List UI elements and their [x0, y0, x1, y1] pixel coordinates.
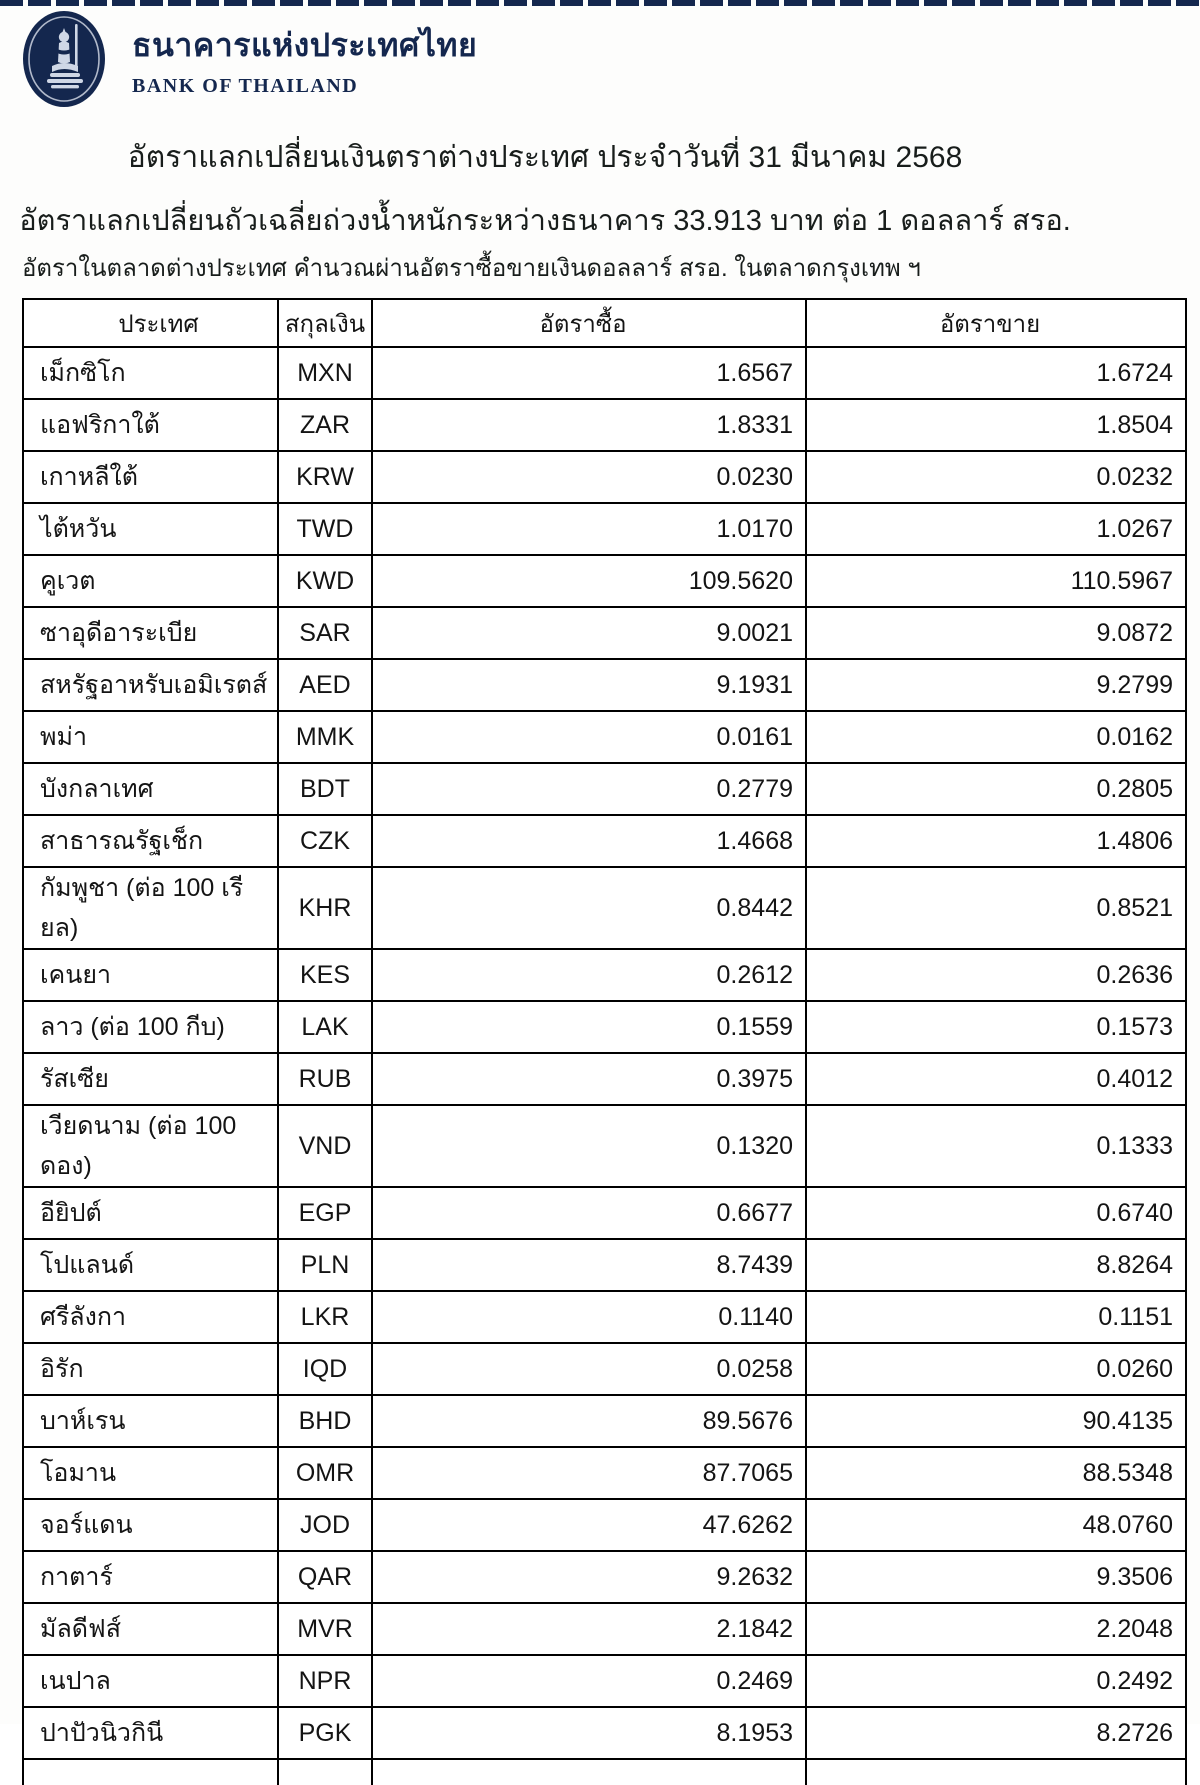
country-cell: โปแลนด์ — [23, 1239, 278, 1291]
page-subtitle: อัตราแลกเปลี่ยนถัวเฉลี่ยถ่วงน้ำหนักระหว่างธนาคาร 33.913 บาท ต่อ 1 ดอลลาร์ สรอ. — [19, 205, 1071, 237]
country-cell: เวียดนาม (ต่อ 100 ดอง) — [23, 1105, 278, 1187]
table-row-partial — [23, 1759, 1186, 1785]
sell-rate-cell: 0.0162 — [806, 711, 1186, 763]
currency-cell: VND — [278, 1105, 372, 1187]
buy-rate-cell: 0.6677 — [372, 1187, 806, 1239]
sell-rate-cell: 0.2805 — [806, 763, 1186, 815]
table-row — [23, 1447, 1186, 1499]
table-row — [23, 1551, 1186, 1603]
sell-rate-cell: 110.5967 — [806, 555, 1186, 607]
sell-rate-cell: 1.8504 — [806, 399, 1186, 451]
table-row — [23, 451, 1186, 503]
currency-cell: JOD — [278, 1499, 372, 1551]
exchange-rates-table — [22, 298, 1187, 1785]
buy-rate-cell: 0.1559 — [372, 1001, 806, 1053]
sell-rate-cell: 0.2492 — [806, 1655, 1186, 1707]
title-block — [0, 134, 1090, 243]
buy-rate-cell: 1.0170 — [372, 503, 806, 555]
table-row — [23, 711, 1186, 763]
sell-rate-cell: 0.1151 — [806, 1291, 1186, 1343]
country-cell: เม็กซิโก — [23, 347, 278, 399]
sell-rate-cell: 9.0872 — [806, 607, 1186, 659]
sell-rate-cell: 0.0260 — [806, 1343, 1186, 1395]
table-row — [23, 1187, 1186, 1239]
table-row — [23, 763, 1186, 815]
buy-rate-cell: 0.1140 — [372, 1291, 806, 1343]
table-row — [23, 1707, 1186, 1759]
country-cell — [23, 1759, 278, 1785]
country-cell: สาธารณรัฐเช็ก — [23, 815, 278, 867]
buy-rate-cell: 1.6567 — [372, 347, 806, 399]
buy-rate-cell: 0.1320 — [372, 1105, 806, 1187]
table-row — [23, 1655, 1186, 1707]
country-cell: แอฟริกาใต้ — [23, 399, 278, 451]
bank-name-english: BANK OF THAILAND — [132, 75, 359, 97]
table-row — [23, 1053, 1186, 1105]
country-cell: โอมาน — [23, 1447, 278, 1499]
bank-name-thai: ธนาคารแห่งประเทศไทย — [132, 27, 478, 63]
table-row — [23, 1105, 1186, 1187]
currency-cell: TWD — [278, 503, 372, 555]
currency-cell: KES — [278, 949, 372, 1001]
page-title: อัตราแลกเปลี่ยนเงินตราต่างประเทศ ประจำวันที่ 31 มีนาคม 2568 — [127, 141, 963, 174]
buy-rate-cell: 8.7439 — [372, 1239, 806, 1291]
table-row — [23, 1001, 1186, 1053]
sell-rate-cell: 8.8264 — [806, 1239, 1186, 1291]
country-cell: เกาหลีใต้ — [23, 451, 278, 503]
country-cell: จอร์แดน — [23, 1499, 278, 1551]
country-cell: กาตาร์ — [23, 1551, 278, 1603]
decorative-top-border — [0, 0, 1200, 6]
country-cell: ลาว (ต่อ 100 กีบ) — [23, 1001, 278, 1053]
table-row — [23, 607, 1186, 659]
currency-cell: NPR — [278, 1655, 372, 1707]
bank-of-thailand-logo — [22, 10, 106, 108]
currency-cell: AED — [278, 659, 372, 711]
table-row — [23, 1499, 1186, 1551]
sell-rate-cell: 0.6740 — [806, 1187, 1186, 1239]
sell-rate-cell — [806, 1759, 1186, 1785]
table-row — [23, 949, 1186, 1001]
currency-cell: PLN — [278, 1239, 372, 1291]
currency-cell: IQD — [278, 1343, 372, 1395]
country-cell: บังกลาเทศ — [23, 763, 278, 815]
currency-cell: QAR — [278, 1551, 372, 1603]
sell-rate-cell: 0.1573 — [806, 1001, 1186, 1053]
currency-cell: MMK — [278, 711, 372, 763]
country-cell: รัสเซีย — [23, 1053, 278, 1105]
country-cell: เนปาล — [23, 1655, 278, 1707]
column-header-currency: สกุลเงิน — [278, 299, 372, 347]
sell-rate-cell: 1.6724 — [806, 347, 1186, 399]
table-row — [23, 555, 1186, 607]
buy-rate-cell: 8.1953 — [372, 1707, 806, 1759]
currency-cell: ZAR — [278, 399, 372, 451]
table-row — [23, 1291, 1186, 1343]
country-cell: อียิปต์ — [23, 1187, 278, 1239]
buy-rate-cell: 9.2632 — [372, 1551, 806, 1603]
currency-cell: SAR — [278, 607, 372, 659]
table-row — [23, 503, 1186, 555]
sell-rate-cell: 48.0760 — [806, 1499, 1186, 1551]
header-row — [23, 299, 1186, 347]
currency-cell: BDT — [278, 763, 372, 815]
country-cell: ซาอุดีอาระเบีย — [23, 607, 278, 659]
table-row — [23, 659, 1186, 711]
country-cell: อิรัก — [23, 1343, 278, 1395]
buy-rate-cell: 87.7065 — [372, 1447, 806, 1499]
column-header-country: ประเทศ — [23, 299, 278, 347]
market-note: อัตราในตลาดต่างประเทศ คำนวณผ่านอัตราซื้อขายเงินดอลลาร์ สรอ. ในตลาดกรุงเทพ ฯ — [22, 255, 921, 282]
sell-rate-cell: 2.2048 — [806, 1603, 1186, 1655]
buy-rate-cell: 0.3975 — [372, 1053, 806, 1105]
sell-rate-cell: 1.4806 — [806, 815, 1186, 867]
sell-rate-cell: 0.2636 — [806, 949, 1186, 1001]
sell-rate-cell: 9.3506 — [806, 1551, 1186, 1603]
column-header-sell-rate: อัตราขาย — [806, 299, 1186, 347]
buy-rate-cell: 1.4668 — [372, 815, 806, 867]
sell-rate-cell: 1.0267 — [806, 503, 1186, 555]
buy-rate-cell: 2.1842 — [372, 1603, 806, 1655]
country-cell: มัลดีฟส์ — [23, 1603, 278, 1655]
sell-rate-cell: 0.4012 — [806, 1053, 1186, 1105]
currency-cell: LAK — [278, 1001, 372, 1053]
table-row — [23, 1395, 1186, 1447]
buy-rate-cell — [372, 1759, 806, 1785]
sell-rate-cell: 88.5348 — [806, 1447, 1186, 1499]
currency-cell: KWD — [278, 555, 372, 607]
sell-rate-cell: 90.4135 — [806, 1395, 1186, 1447]
buy-rate-cell: 0.2779 — [372, 763, 806, 815]
buy-rate-cell: 0.8442 — [372, 867, 806, 949]
bank-name-block — [132, 20, 477, 98]
column-header-buy-rate: อัตราซื้อ — [372, 299, 806, 347]
buy-rate-cell: 0.0230 — [372, 451, 806, 503]
currency-cell — [278, 1759, 372, 1785]
table-row — [23, 1343, 1186, 1395]
buy-rate-cell: 1.8331 — [372, 399, 806, 451]
country-cell: ไต้หวัน — [23, 503, 278, 555]
buy-rate-cell: 0.2469 — [372, 1655, 806, 1707]
table-partial-row-clipped — [23, 1759, 1186, 1785]
currency-cell: BHD — [278, 1395, 372, 1447]
buy-rate-cell: 0.0161 — [372, 711, 806, 763]
country-cell: พม่า — [23, 711, 278, 763]
buy-rate-cell: 89.5676 — [372, 1395, 806, 1447]
buy-rate-cell: 0.2612 — [372, 949, 806, 1001]
buy-rate-cell: 0.0258 — [372, 1343, 806, 1395]
table-row — [23, 1603, 1186, 1655]
sell-rate-cell: 8.2726 — [806, 1707, 1186, 1759]
table-row — [23, 867, 1186, 949]
country-cell: สหรัฐอาหรับเอมิเรตส์ — [23, 659, 278, 711]
currency-cell: MXN — [278, 347, 372, 399]
table-body — [23, 347, 1186, 1759]
buy-rate-cell: 9.1931 — [372, 659, 806, 711]
sell-rate-cell: 0.0232 — [806, 451, 1186, 503]
country-cell: เคนยา — [23, 949, 278, 1001]
currency-cell: OMR — [278, 1447, 372, 1499]
currency-cell: MVR — [278, 1603, 372, 1655]
country-cell: บาห์เรน — [23, 1395, 278, 1447]
currency-cell: PGK — [278, 1707, 372, 1759]
country-cell: กัมพูชา (ต่อ 100 เรียล) — [23, 867, 278, 949]
buy-rate-cell: 109.5620 — [372, 555, 806, 607]
buy-rate-cell: 47.6262 — [372, 1499, 806, 1551]
table-row — [23, 815, 1186, 867]
bank-header — [22, 10, 477, 108]
buy-rate-cell: 9.0021 — [372, 607, 806, 659]
country-cell: ปาปัวนิวกินี — [23, 1707, 278, 1759]
table-row — [23, 399, 1186, 451]
currency-cell: LKR — [278, 1291, 372, 1343]
table-row — [23, 347, 1186, 399]
table-header — [23, 299, 1186, 347]
sell-rate-cell: 0.1333 — [806, 1105, 1186, 1187]
currency-cell: EGP — [278, 1187, 372, 1239]
country-cell: ศรีลังกา — [23, 1291, 278, 1343]
country-cell: คูเวต — [23, 555, 278, 607]
sell-rate-cell: 0.8521 — [806, 867, 1186, 949]
currency-cell: CZK — [278, 815, 372, 867]
currency-cell: RUB — [278, 1053, 372, 1105]
table-row — [23, 1239, 1186, 1291]
currency-cell: KRW — [278, 451, 372, 503]
sell-rate-cell: 9.2799 — [806, 659, 1186, 711]
currency-cell: KHR — [278, 867, 372, 949]
